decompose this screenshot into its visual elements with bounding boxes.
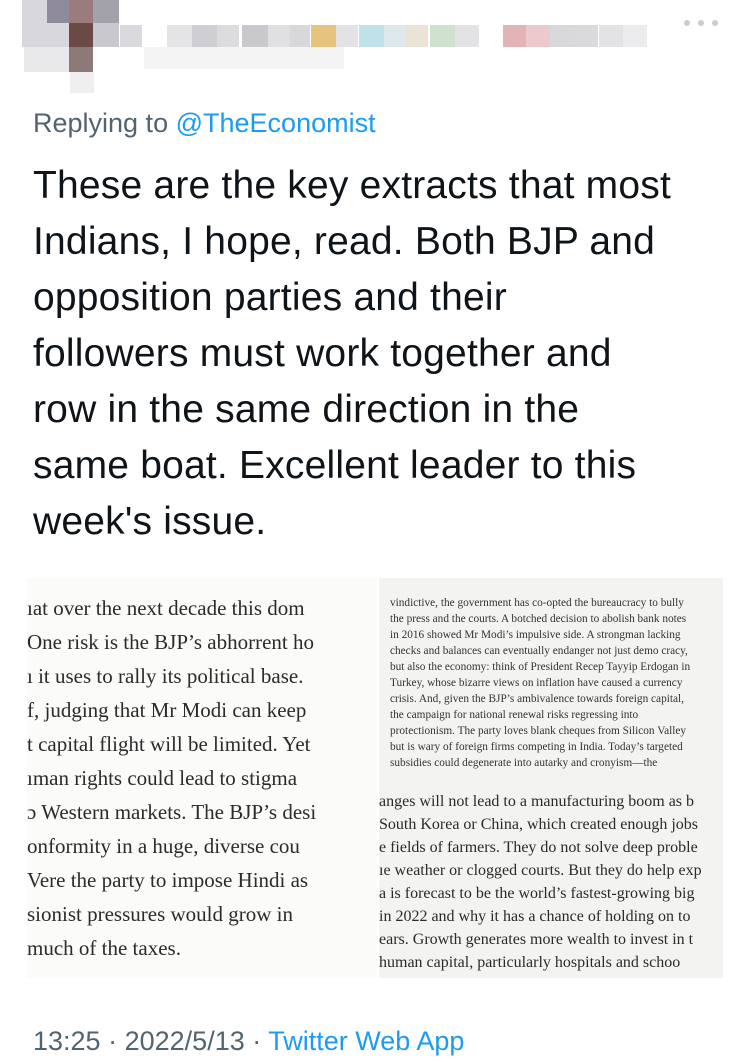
article-line: ıe weather or clogged courts. But they do help exp [379,862,702,879]
tweet-text-line: same boat. Excellent leader to this [33,444,637,487]
replying-to-line [33,108,376,139]
article-small-line: checks and balances can eventually endanger not just demo cracy, [390,645,688,657]
article-line: One risk is the BJP’s abhorrent ho [27,630,314,654]
article-page-left [27,578,377,978]
article-line: sionist pressures would grow in [27,902,293,926]
article-line: South Korea or China, which created enough jobs [379,816,699,833]
article-line: a is forecast to be the world’s fastest-growing big [379,885,695,902]
tweet-text-line: week's issue. [33,500,267,543]
tweet-metadata [33,1026,464,1057]
article-line: much of the taxes. [27,936,181,960]
article-small-line: vindictive, the government has co-opted the bureaucracy to bully [390,597,684,609]
tweet-text-line: opposition parties and their [33,276,507,319]
source-app-link[interactable]: Twitter Web App [268,1026,465,1056]
tweet-time[interactable]: 13:25 [33,1026,101,1056]
article-line: t capital flight will be limited. Yet [27,732,311,756]
blurred-user-header [22,0,672,95]
article-line: ı it uses to rally its political base. [27,664,304,688]
article-small-line: but is wary of foreign firms competing in India. Today’s targeted [390,741,683,753]
tweet-text-line: row in the same direction in the [33,388,580,431]
tweet-body [33,158,733,550]
article-line: Vere the party to impose Hindi as [27,868,309,892]
article-line: in 2022 and why it has a chance of holding on to [379,908,691,925]
article-small-line: the campaign for national renewal risks regressing into [390,709,639,721]
article-line: onformity in a huge, diverse cou [27,834,300,858]
article-line: e fields of farmers. They do not solve deep proble [379,839,698,856]
article-small-line: crisis. And, given the BJP’s ambivalence towards foreign capital, [390,693,684,705]
article-small-line: subsidies could degenerate into autarky and cronyism—the [390,757,658,769]
article-line: anges will not lead to a manufacturing boom as b [379,793,695,810]
more-options-icon[interactable] [684,12,718,34]
meta-separator: · [108,1026,118,1056]
tweet-text-line: followers must work together and [33,332,612,375]
article-line: ıman rights could lead to stigma [27,766,298,790]
article-line: f, judging that Mr Modi can keep [27,698,307,722]
article-line: ears. Growth generates more wealth to invest in t [379,931,694,948]
meta-separator: · [252,1026,262,1056]
tweet-text-line: Indians, I hope, read. Both BJP and [33,220,656,263]
article-line: ɔ Western markets. The BJP’s desi [27,800,317,824]
replying-to-label: Replying to [33,108,169,138]
attached-photo[interactable] [27,578,723,978]
article-line: ıat over the next decade this dom [27,596,305,620]
article-small-line: in 2016 showed Mr Modi’s impulsive side. A strongman lacking [390,629,681,641]
tweet-text-line: These are the key extracts that most [33,164,671,207]
article-line: human capital, particularly hospitals and schoo [379,954,681,971]
article-small-line: the press and the courts. A botched decision to abolish bank notes [390,613,687,625]
article-small-line: protectionism. The party loves blank cheques from Silicon Valley [390,725,687,737]
tweet-date[interactable]: 2022/5/13 [124,1026,245,1056]
article-small-line: Turkey, whose bizarre views on inflation have caused a currency [390,677,683,689]
article-page-right [379,578,723,978]
reply-handle-link[interactable]: @TheEconomist [175,108,376,138]
article-small-line: but also the economy: think of President Recep Tayyip Erdogan in [390,661,691,673]
